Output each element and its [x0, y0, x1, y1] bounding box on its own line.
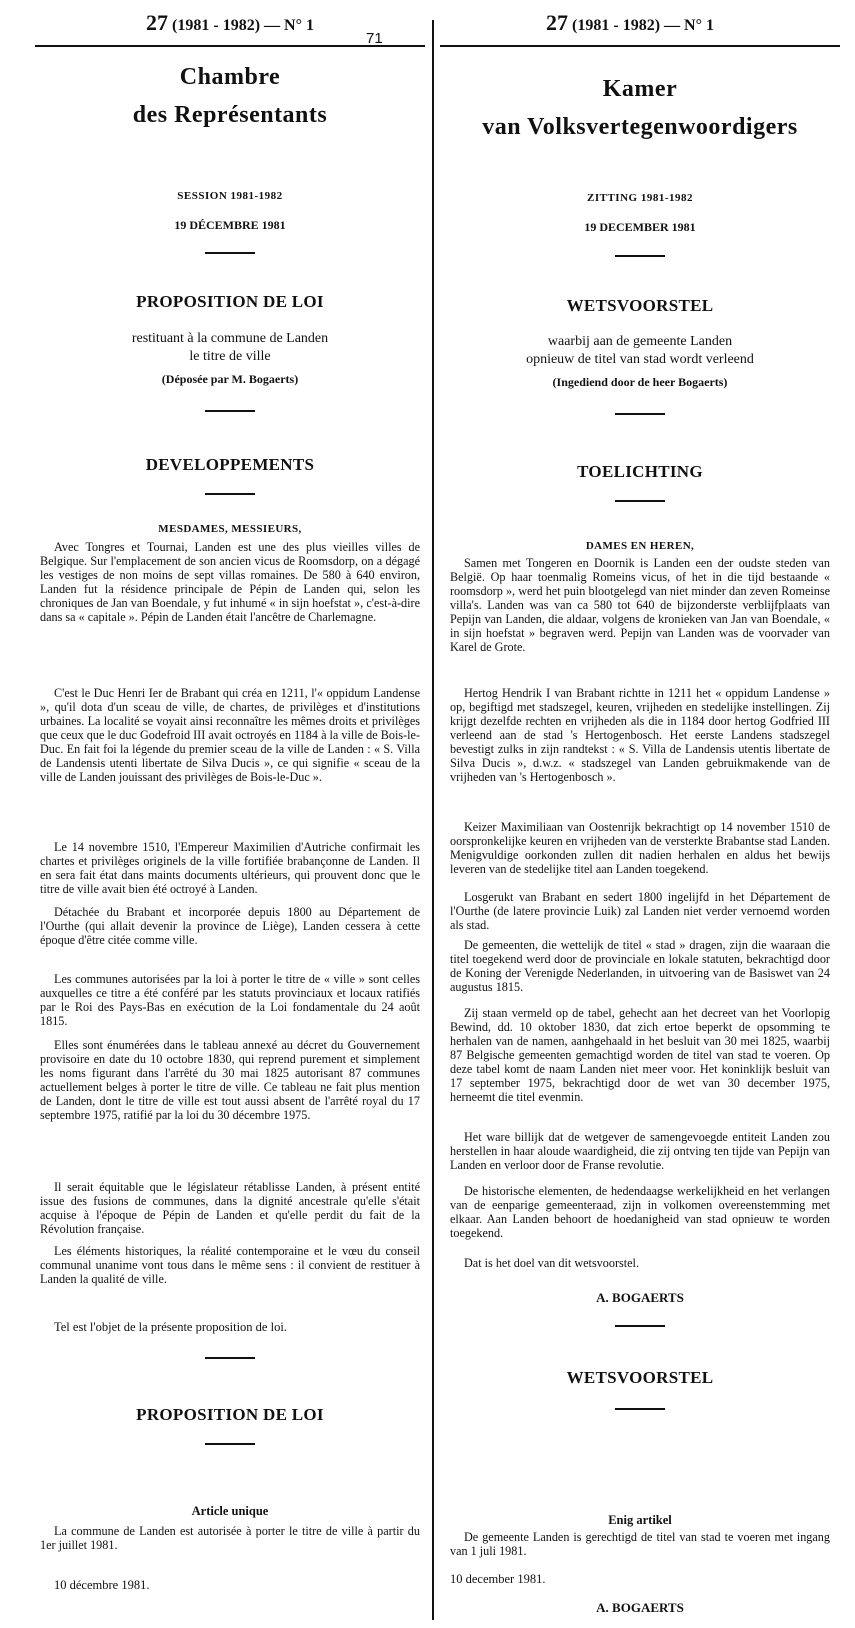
separator [615, 1325, 665, 1327]
paragraph: De historische elementen, de hedendaagse werkelijkheid en het verlangen van de eenparige gemeenteraad, zijn in volkomen overeenstemming met elkaar. Aan Landen behoort de hoedanigheid van stad opnieuw te worden toegekend. [450, 1184, 830, 1240]
deposited-by: (Ingediend door de heer Bogaerts) [552, 375, 728, 389]
doc-number: 27 [546, 10, 569, 35]
paragraph: Dat is het doel van dit wetsvoorstel. [464, 1256, 639, 1270]
separator [615, 255, 665, 257]
chamber-title-line2: van Volksvertegenwoordigers [482, 114, 798, 140]
sign-date: 10 december 1981. [450, 1572, 546, 1586]
paragraph: Détachée du Brabant et incorporée depuis 1800 au Département de l'Ourthe (qui allait devenir la province de Liège), Landen cessera à cette époque d'être citée comme ville. [40, 905, 420, 947]
paragraph: Hertog Hendrik I van Brabant richtte in 1211 het « oppidum Landense » op, begiftigd met stadszegel, keuren, vrijheden en stedelijke instellingen. Zij krijgt dezelfde rechten en vrijheden als die in 1184 door hertog Godfried III verleend aan de stad 's Hertogenbosch. Het eerste Landens stadszegel bevestigt zulks in zijn randtekst : « S. Villa de Landensis utentis libertate de Silva Ducis », d.w.z. « stadszegel van Landen gebruikmakende van de vrijheden van 's Hertogenbosch ». [450, 686, 830, 784]
doc-number: 27 [146, 10, 169, 35]
running-header-right [440, 10, 820, 36]
subject-line1: restituant à la commune de Landen [131, 331, 329, 346]
paragraph: Elles sont énumérées dans le tableau annexé au décret du Gouvernement provisoire en date du 10 octobre 1830, qui reprend purement et simplement les noms figurant dans l'arrêté du 30 mai 1825 autorisant 87 communes actuellement belges à porter le titre de ville. Ce tableau ne fait plus mention de Landen, dont le titre de ville est tout aussi absent de l'arrêté royal du 17 septembre 1975, ratifié par la loi du 30 décembre 1975. [40, 1038, 420, 1122]
separator [615, 413, 665, 415]
salutation: MESDAMES, MESSIEURS, [158, 523, 302, 535]
deposited-by: (Déposée par M. Bogaerts) [161, 372, 299, 386]
doc-type-heading: PROPOSITION DE LOI [136, 292, 324, 311]
separator [205, 252, 255, 254]
paragraph: Samen met Tongeren en Doornik is Landen een der oudste steden van België. Op haar toenmalig Romeins vicus, of het in die tijd bestaande « roomsdorp », werd het puin blootgelegd van niet minder dan zeven Romeinse villa's. Landen was van ca 580 tot 640 de bijzonderste verblijfplaats van Pepijn van Landen, die aldaar, volgens de kronieken van Jan van Boendale, « in sijn hoefstat » begraven werd. Pepijn van Landen was de voorvader van Karel de Grote. [450, 556, 830, 654]
handwritten-page-number: 71 [366, 30, 383, 47]
paragraph: Les communes autorisées par la loi à porter le titre de « ville » sont celles auxquelles ce titre a été conféré par les statuts provinciaux et locaux ratifiés par le Roi des Pays-Bas en exécution de la Loi fondamentale du 24 août 1815. [40, 972, 420, 1028]
column-divider [432, 20, 434, 1620]
doc-type-heading: WETSVOORSTEL [566, 296, 714, 315]
separator [205, 1443, 255, 1445]
section-heading: TOELICHTING [577, 462, 703, 481]
chamber-title-line1: Kamer [602, 76, 678, 102]
paragraph: Losgerukt van Brabant en sedert 1800 ingelijfd in het Département de l'Ourthe (de latere provincie Luik) zal Landen niet verder vernoemd worden als stad. [450, 890, 830, 932]
section-heading: DEVELOPPEMENTS [145, 455, 315, 474]
closing-sentence: Tel est l'objet de la présente proposition de loi. [54, 1320, 287, 1334]
paragraph: Keizer Maximiliaan van Oostenrijk bekrachtigt op 14 november 1510 de oorspronkelijke keuren en vrijheden van de versterkte Brabantse stad Landen. Menigvuldige oorkonden zullen dit nadien herhalen en aldus het bewijs leveren van de stedelijke titel aan Landen toegekend. [450, 820, 830, 876]
paragraph: Les éléments historiques, la réalité contemporaine et le vœu du conseil communal unanime vont tous dans le même sens : il convient de restituer à Landen la qualité de ville. [40, 1244, 420, 1286]
separator [615, 1408, 665, 1410]
paragraph: Il serait équitable que le législateur rétablisse Landen, à présent entité issue des fusions de communes, dans la dignité ancestrale qu'elle s'était acquise à l'époque de Pépin de Landen et qu'elle perdit du fait de la Révolution française. [40, 1180, 420, 1236]
doc-type-heading-2: PROPOSITION DE LOI [136, 1405, 324, 1424]
article-text: De gemeente Landen is gerechtigd de titel van stad te voeren met ingang van 1 juli 1981. [450, 1530, 830, 1558]
session-ref: (1981 - 1982) — N° 1 [172, 17, 314, 34]
chamber-title-line1: Chambre [179, 64, 281, 90]
sign-date: 10 décembre 1981. [54, 1578, 150, 1592]
paragraph: De gemeenten, die wettelijk de titel « stad » dragen, zijn die waaraan die titel toegekend werd door de provinciale en lokale statuten, bekrachtigd door de Koning der Verenigde Nederlanden, in uitvoering van de Basiswet van 24 augustus 1815. [450, 938, 830, 994]
separator [205, 493, 255, 495]
paragraph: Le 14 novembre 1510, l'Empereur Maximilien d'Autriche confirmait les chartes et privilèges originels de la ville fortifiée brabançonne de Landen. Il en sera fait état dans maints documents ultérieurs, qui prouvent donc que le titre de ville avait bien été octroyé à Landen. [40, 840, 420, 896]
article-text: La commune de Landen est autorisée à porter le titre de ville à partir du 1er juillet 1981. [40, 1524, 420, 1552]
running-header-left [40, 10, 420, 36]
doc-type-heading-2: WETSVOORSTEL [566, 1368, 714, 1387]
paragraph: Zij staan vermeld op de tabel, gehecht aan het decreet van het Voorlopig Bewind, dd. 10 oktober 1830, dat zich ertoe beperkt de opsomming te herhalen van de namen, aanhgehaald in het besluit van 30 mei 1825, waarbij 87 Belgische gemeenten gemachtigd worden de titel van stad te voeren. Op deze tabel komt de naam Landen niet meer voor. Het koninklijk besluit van 17 september 1975, bekrachtigd door de wet van 30 december 1975, herneemt die titel evenmin. [450, 1006, 830, 1104]
paragraph: Avec Tongres et Tournai, Landen est une des plus vieilles villes de Belgique. Sur l'emplacement de son ancien vicus de Roomsdorp, on a dégagé les vestiges de non moins de sept villas romaines. De 580 à 640 environ, Landen fut la résidence principale de Pépin de Landen qui, selon les chroniques de Jan van Boendale, y fut inhumé « in sijn hoefstat », c'est-à-dire dans sa « capitale ». Pépin de Landen était l'ancêtre de Charlemagne. [40, 540, 420, 624]
doc-date: 19 DECEMBER 1981 [584, 220, 696, 234]
article-title: Enig artikel [608, 1513, 672, 1527]
session-label: ZITTING 1981-1982 [587, 192, 693, 204]
subject-line2: le titre de ville [189, 349, 271, 364]
paragraph: Het ware billijk dat de wetgever de samengevoegde entiteit Landen zou herstellen in haar aloude waardigheid, die zij ontving ten tijde van Pepijn van Landen en verloor door de Franse revolutie. [450, 1130, 830, 1172]
separator [615, 500, 665, 502]
signature: A. BOGAERTS [596, 1290, 684, 1305]
separator [205, 410, 255, 412]
subject-line2: opnieuw de titel van stad wordt verleend [526, 352, 754, 367]
session-label: SESSION 1981-1982 [177, 190, 283, 202]
doc-date: 19 DÉCEMBRE 1981 [174, 218, 286, 232]
chamber-title-line2: des Représentants [132, 102, 328, 128]
separator [205, 1357, 255, 1359]
salutation: DAMES EN HEREN, [585, 540, 695, 552]
paragraph: C'est le Duc Henri Ier de Brabant qui créa en 1211, l'« oppidum Landense », qu'il dota d'un sceau de ville, de chartes, de privilèges et d'institutions urbaines. La localité se voyait ainsi reconnaître les mêmes droits et privilèges que ceux que le duc Godefroid III avait octroyés en 1184 à la ville de Bois-le-Duc. En fait foi la légende du premier sceau de la ville de Landen : « S. Villa de Landensis utenti libertate de Silva Ducis », ce qui signifie « sceau de la ville de Landen jouissant des privilèges de Bois-le-Duc ». [40, 686, 420, 784]
header-rule [440, 45, 840, 47]
article-title: Article unique [191, 1504, 269, 1518]
signature: A. BOGAERTS [596, 1600, 684, 1615]
subject-line1: waarbij aan de gemeente Landen [547, 334, 733, 349]
session-ref: (1981 - 1982) — N° 1 [572, 17, 714, 34]
